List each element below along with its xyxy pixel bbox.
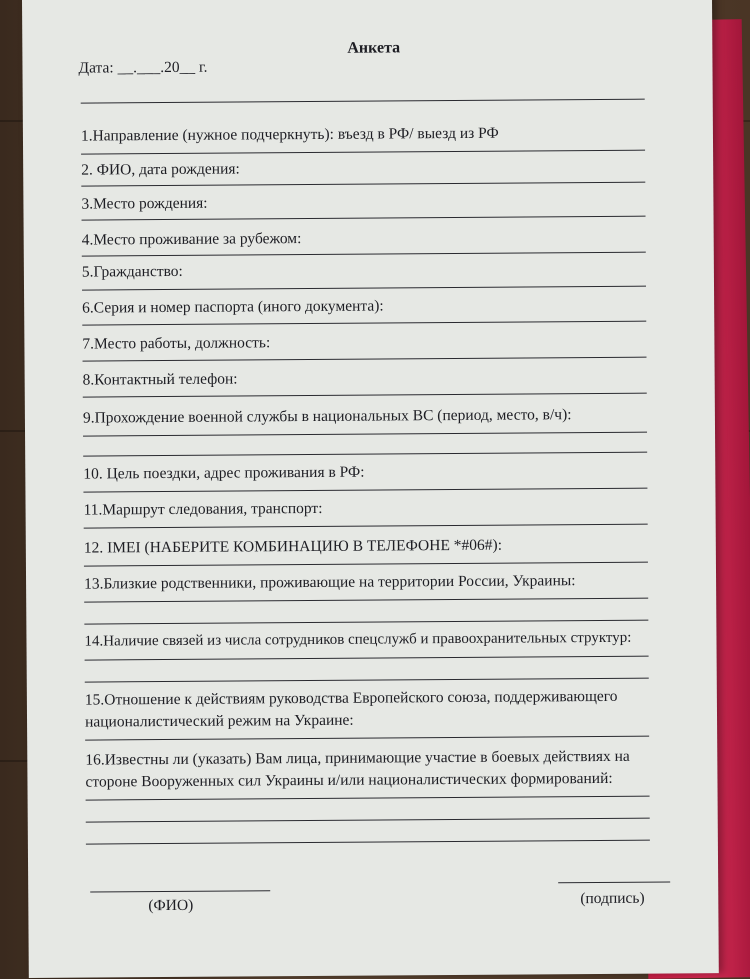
question-1: 1.Направление (нужное подчеркнуть): въезд в РФ/ выезд из РФ	[80, 124, 499, 145]
question-5: 5.Гражданство:	[81, 262, 183, 281]
answer-line	[82, 252, 646, 257]
question-7: 7.Место работы, должность:	[82, 334, 271, 353]
answer-line	[84, 620, 648, 625]
answer-line	[84, 598, 648, 603]
answer-line	[85, 656, 649, 661]
form-title: Анкета	[347, 39, 401, 57]
question-15-cont: националистический режим на Украине:	[84, 711, 354, 731]
signature-label: (подпись)	[580, 889, 645, 908]
question-16: 16.Известны ли (указать) Вам лица, принимающие участие в боевых действиях на	[85, 747, 630, 769]
answer-line	[84, 562, 648, 567]
question-8: 8.Контактный телефон:	[82, 370, 238, 389]
question-10: 10. Цель поездки, адрес проживания в РФ:	[83, 463, 365, 483]
fio-label: (ФИО)	[148, 896, 194, 915]
answer-line	[85, 736, 649, 741]
question-9: 9.Прохождение военной службы в национальных ВС (период, место, в/ч):	[82, 406, 572, 427]
answer-line	[81, 182, 645, 187]
fio-signature-line	[90, 890, 270, 892]
question-6: 6.Серия и номер паспорта (иного документа):	[82, 297, 384, 317]
question-3: 3.Место рождения:	[81, 194, 208, 213]
question-12: 12. IMEI (НАБЕРИТЕ КОМБИНАЦИЮ В ТЕЛЕФОНЕ *#06#):	[83, 536, 503, 557]
question-2: 2. ФИО, дата рождения:	[81, 160, 240, 179]
answer-line	[86, 840, 650, 845]
question-11: 11.Маршрут следования, транспорт:	[83, 499, 323, 519]
answer-line	[83, 432, 647, 437]
answer-line	[86, 818, 650, 823]
answer-line	[82, 321, 646, 326]
answer-line	[83, 452, 647, 457]
question-13: 13.Близкие родственники, проживающие на территории России, Украины:	[84, 572, 576, 593]
answer-line	[81, 150, 645, 155]
signature-line	[558, 881, 670, 883]
date-line: Дата: __.___.20__ г.	[78, 58, 208, 77]
answer-line	[83, 488, 647, 493]
question-4: 4.Место проживание за рубежом:	[81, 230, 302, 249]
questionnaire-sheet	[22, 0, 719, 978]
answer-line	[83, 393, 647, 398]
answer-line	[82, 216, 646, 221]
question-15: 15.Отношение к действиям руководства Европейского союза, поддерживающего	[84, 687, 618, 709]
answer-line	[83, 357, 647, 362]
answer-line	[85, 678, 649, 683]
answer-line	[86, 796, 650, 801]
answer-line	[82, 286, 646, 291]
question-14: 14.Наличие связей из числа сотрудников спецслужб и правоохранительных структур:	[84, 629, 632, 650]
answer-line	[81, 99, 645, 104]
question-16-cont: стороне Вооруженных сил Украины и/или националистических формирований:	[85, 769, 613, 791]
answer-line	[84, 524, 648, 529]
